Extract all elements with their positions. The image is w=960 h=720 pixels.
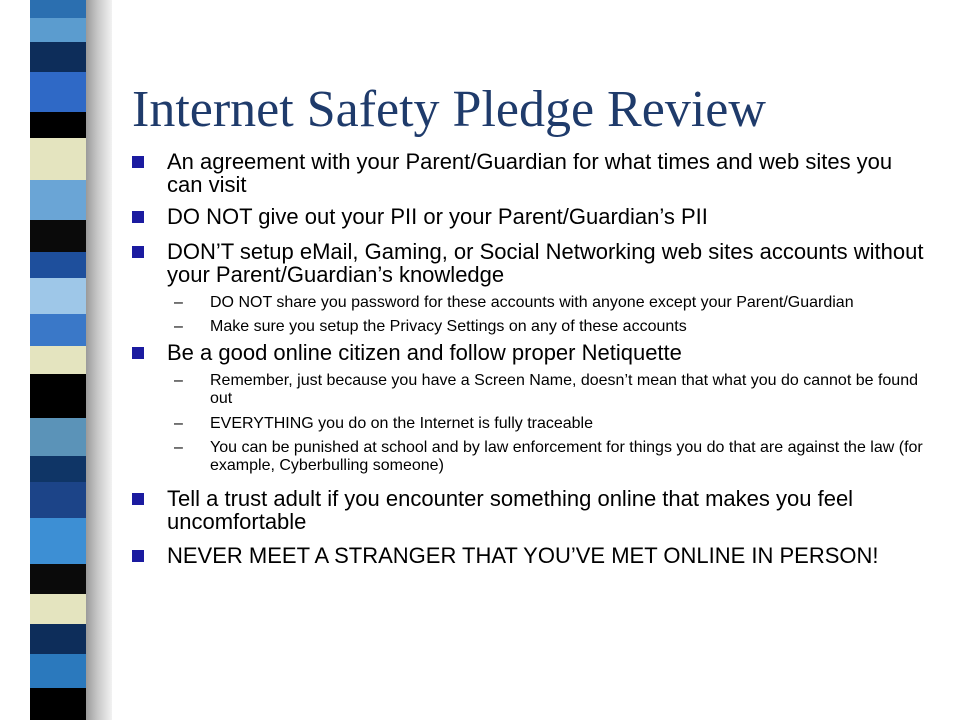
bullet-text: Tell a trust adult if you encounter something online that makes you feel uncomfortable (167, 486, 854, 534)
square-bullet-icon (132, 211, 144, 223)
dash-bullet-icon: – (174, 318, 183, 335)
bullet-text: DON’T setup eMail, Gaming, or Social Networking web sites accounts without your Parent/Guardian’s knowledge (167, 239, 924, 287)
square-bullet-icon (132, 347, 144, 359)
bullet-item (130, 544, 930, 567)
sub-bullet-item (130, 439, 930, 475)
bullet-list (130, 150, 930, 567)
dash-bullet-icon: – (174, 415, 183, 432)
stripe-shadow (86, 0, 112, 720)
bullet-item (130, 487, 930, 533)
dash-bullet-icon: – (174, 439, 183, 456)
sub-bullet-text: Remember, just because you have a Screen Name, doesn’t mean that what you do cannot be found out (210, 372, 918, 407)
slide-title: Internet Safety Pledge Review (132, 81, 766, 138)
bullet-text: Be a good online citizen and follow proper Netiquette (167, 340, 682, 365)
sub-bullet-item (130, 318, 930, 336)
sub-bullet-item (130, 294, 930, 312)
bullet-text: NEVER MEET A STRANGER THAT YOU’VE MET ONLINE IN PERSON! (167, 543, 879, 568)
stripe-blocks (30, 0, 86, 720)
square-bullet-icon (132, 156, 144, 168)
sub-bullet-item (130, 415, 930, 433)
sub-bullet-text: Make sure you setup the Privacy Settings on any of these accounts (210, 318, 687, 335)
bullet-item (130, 150, 930, 196)
decorative-stripe (0, 0, 110, 720)
bullet-item (130, 205, 930, 228)
dash-bullet-icon: – (174, 294, 183, 311)
bullet-text: An agreement with your Parent/Guardian for what times and web sites you can visit (167, 149, 893, 197)
square-bullet-icon (132, 493, 144, 505)
sub-bullet-text: You can be punished at school and by law enforcement for things you do that are against the law (for example, Cyberbulling someone) (210, 439, 923, 474)
bullet-text: DO NOT give out your PII or your Parent/Guardian’s PII (167, 204, 708, 229)
bullet-item (130, 341, 930, 364)
sub-bullet-text: DO NOT share you password for these accounts with anyone except your Parent/Guardian (210, 294, 854, 311)
dash-bullet-icon: – (174, 372, 183, 389)
sub-bullet-text: EVERYTHING you do on the Internet is fully traceable (210, 415, 594, 432)
sub-bullet-item (130, 372, 930, 408)
square-bullet-icon (132, 550, 144, 562)
square-bullet-icon (132, 246, 144, 258)
bullet-item (130, 240, 930, 286)
